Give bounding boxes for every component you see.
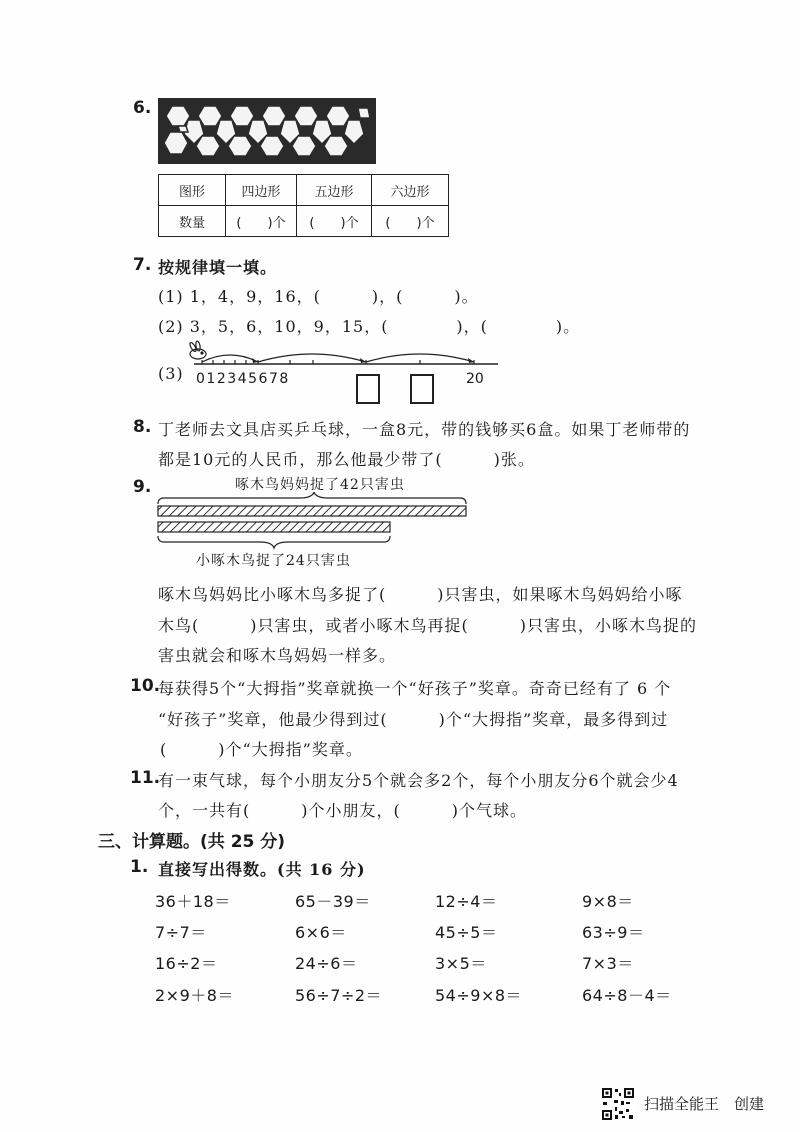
hexagon-pentagon-tiling-image bbox=[158, 98, 376, 164]
section3-title: 三、计算题。(共 25 分) bbox=[98, 832, 286, 852]
tick-label: 4 bbox=[237, 371, 249, 387]
table-header-pentagon: 五边形 bbox=[297, 175, 372, 206]
calc-item: 56÷7÷2＝ bbox=[295, 986, 383, 1005]
pentagon-count-blank[interactable]: ( )个 bbox=[297, 206, 372, 237]
q10-line3: ( )个“大拇指”奖章。 bbox=[160, 740, 363, 759]
table-header-shape: 图形 bbox=[159, 175, 226, 206]
calc-item: 12÷4＝ bbox=[435, 892, 498, 911]
q8-line2: 都是10元的人民币，那么他最少带了( )张。 bbox=[158, 450, 535, 469]
tick-label-end: 20 bbox=[466, 371, 484, 387]
quadrilateral-count-blank[interactable]: ( )个 bbox=[226, 206, 297, 237]
calc-item: 36＋18＝ bbox=[155, 892, 231, 911]
tick-label: 3 bbox=[227, 371, 238, 387]
q7-title: 按规律填一填。 bbox=[158, 258, 278, 277]
q7-part1: (1) 1，4，9，16，( )，( )。 bbox=[158, 287, 479, 306]
calc-item: 24÷6＝ bbox=[295, 954, 358, 973]
calc-item: 3×5＝ bbox=[435, 954, 487, 973]
calc-item: 64÷8－4＝ bbox=[582, 986, 672, 1005]
q10-line2: “好孩子”奖章，他最少得到过( )个“大拇指”奖章，最多得到过 bbox=[158, 710, 669, 729]
section3-q1-number: 1. bbox=[130, 857, 149, 877]
hexagon-count-blank[interactable]: ( )个 bbox=[372, 206, 449, 237]
q8-number: 8. bbox=[133, 417, 152, 437]
q9-number: 9. bbox=[133, 477, 152, 497]
q7-part2: (2) 3，5，6，10，9，15，( )，( )。 bbox=[158, 317, 581, 336]
calc-item: 16÷2＝ bbox=[155, 954, 218, 973]
number-line-diagram bbox=[180, 340, 510, 400]
calc-item: 65－39＝ bbox=[295, 892, 371, 911]
q11-line1: 有一束气球，每个小朋友分5个就会多2个，每个小朋友分6个就会少4 bbox=[158, 771, 679, 790]
q11-line2: 个，一共有( )个小朋友，( )个气球。 bbox=[158, 801, 527, 820]
tick-label: 8 bbox=[279, 371, 290, 387]
q9-line1: 啄木鸟妈妈比小啄木鸟多捉了( )只害虫，如果啄木鸟妈妈给小啄 bbox=[158, 585, 683, 604]
q10-line1: 每获得5个“大拇指”奖章就换一个“好孩子”奖章。奇奇已经有了 6 个 bbox=[158, 679, 672, 698]
section3-q1-title: 直接写出得数。(共 16 分) bbox=[158, 860, 366, 879]
tick-label: 0 bbox=[196, 371, 207, 387]
q9-line2: 木鸟( )只害虫，或者小啄木鸟再捉( )只害虫，小啄木鸟捉的 bbox=[158, 616, 697, 635]
calc-item: 54÷9×8＝ bbox=[435, 986, 523, 1005]
number-line-ticks bbox=[196, 371, 290, 387]
tick-label: 7 bbox=[268, 371, 280, 387]
table-header-quadrilateral: 四边形 bbox=[226, 175, 297, 206]
table-header-hexagon: 六边形 bbox=[372, 175, 449, 206]
calc-item: 45÷5＝ bbox=[435, 923, 498, 942]
q9-top-label: 啄木鸟妈妈捉了42只害虫 bbox=[235, 477, 405, 493]
calc-item: 7×3＝ bbox=[582, 954, 634, 973]
q9-bottom-label: 小啄木鸟捉了24只害虫 bbox=[196, 553, 351, 569]
calc-item: 7÷7＝ bbox=[155, 923, 207, 942]
number-line-blank-1[interactable] bbox=[356, 374, 380, 404]
qr-code-icon bbox=[601, 1087, 635, 1121]
shape-count-table bbox=[158, 174, 449, 237]
footer-watermark-text: 扫描全能王 创建 bbox=[644, 1095, 765, 1113]
calc-item: 63÷9＝ bbox=[582, 923, 645, 942]
q9-line3: 害虫就会和啄木鸟妈妈一样多。 bbox=[158, 646, 397, 665]
q6-number: 6. bbox=[133, 98, 152, 118]
calc-item: 2×9＋8＝ bbox=[155, 986, 234, 1005]
q8-line1: 丁老师去文具店买乒乓球，一盒8元，带的钱够买6盒。如果丁老师带的 bbox=[158, 420, 691, 439]
rabbit-icon bbox=[189, 341, 206, 359]
tick-label: 1 bbox=[206, 371, 217, 387]
q10-number: 10. bbox=[130, 676, 161, 696]
calc-item: 9×8＝ bbox=[582, 892, 634, 911]
q7-part3-label: (3) bbox=[158, 364, 184, 383]
number-line-blank-2[interactable] bbox=[410, 374, 434, 404]
tick-label: 5 bbox=[248, 371, 259, 387]
table-row-label-count: 数量 bbox=[159, 206, 226, 237]
tick-label: 2 bbox=[216, 371, 228, 387]
q11-number: 11. bbox=[130, 768, 161, 788]
q7-number: 7. bbox=[133, 255, 152, 275]
tick-label: 6 bbox=[258, 371, 269, 387]
calc-item: 6×6＝ bbox=[295, 923, 347, 942]
